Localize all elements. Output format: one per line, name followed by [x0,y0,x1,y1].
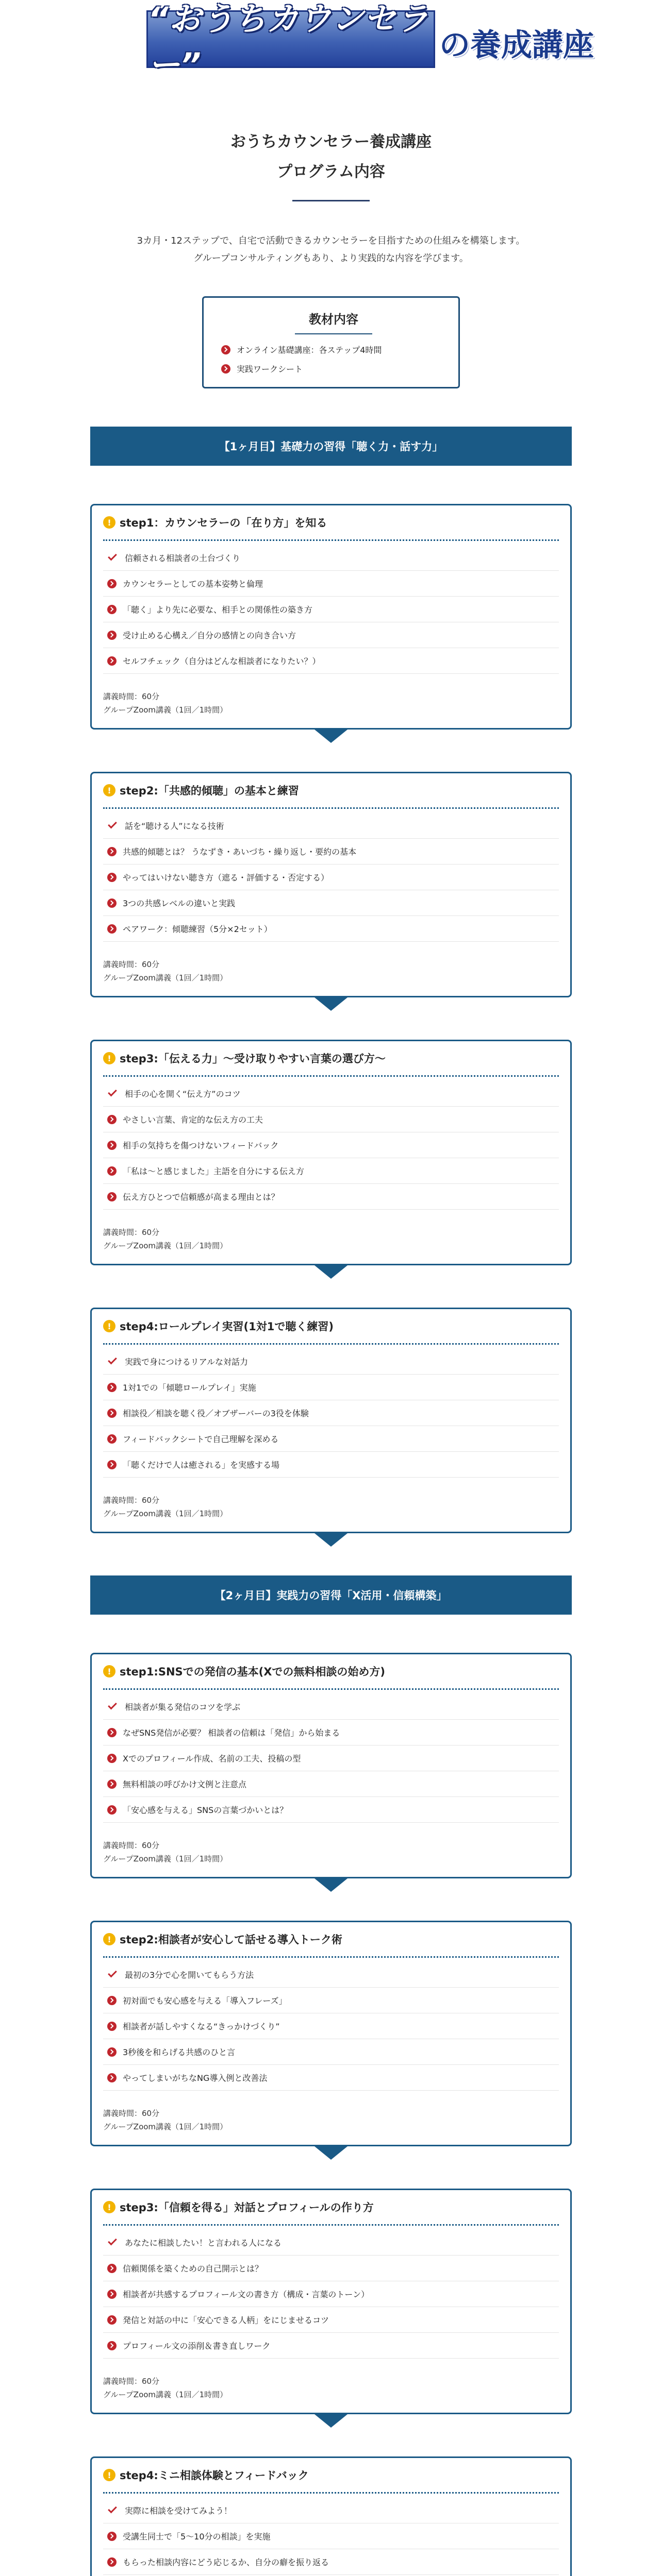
step-lead-text: あなたに相談したい！と言われる人になる [125,2238,282,2248]
lecture-time: 講義時間：60分 [103,1841,160,1851]
exclamation-icon: ! [103,1320,115,1332]
step-lead-row [103,813,559,839]
step-list-item [103,1426,559,1452]
lecture-time: 講義時間：60分 [103,2109,160,2119]
step-list-item-label: 相談者が共感するプロフィール文の書き方（構成・言葉のトーン） [123,2290,370,2300]
step-title [103,2199,559,2215]
chevron-circle-icon [221,364,230,374]
exclamation-icon: ! [103,2469,115,2481]
check-icon [108,552,117,561]
exclamation-icon: ! [103,1665,115,1677]
chevron-circle-icon [107,656,117,666]
chevron-circle-icon [107,1141,117,1150]
month-header: 【2ヶ月目】実践力の習得「X活用・信頼構築」 [90,1575,572,1615]
step-list-item [103,2549,559,2575]
step-title-text: step4:ミニ相談体験とフィードバック [120,2469,309,2482]
step-title-text: step3:「信頼を得る」対話とプロフィールの作り方 [120,2201,374,2214]
hero-logo-box [146,0,435,83]
step-list-item [103,1797,559,1823]
step-divider [103,1343,559,1345]
materials-item-label: オンライン基礎講座：各ステップ4時間 [237,345,382,355]
step-connector [0,997,662,1040]
materials-item [221,344,446,355]
step-lead-row [103,1349,559,1375]
step-connector [0,2146,662,2189]
chevron-circle-icon [107,873,117,882]
step-meta [103,958,559,985]
step-list-item-label: 1対1での「傾聴ロールプレイ」実施 [123,1383,256,1393]
down-arrow-icon [315,2414,347,2428]
step-connector [0,2414,662,2456]
step-list-item [103,916,559,942]
step-connector [0,730,662,772]
lecture-time: 講義時間：60分 [103,1228,160,1238]
lecture-time: 講義時間：60分 [103,1496,160,1505]
check-icon [108,1969,117,1978]
step-list-item [103,1745,559,1771]
step-list-item-label: プロフィール文の添削＆書き直しワーク [123,2341,271,2351]
step-divider [103,807,559,809]
chevron-circle-icon [107,1383,117,1392]
step-card [90,772,572,997]
step-divider [103,2224,559,2226]
step-meta [103,690,559,717]
chevron-circle-icon [107,1460,117,1469]
step-card [90,1653,572,1878]
step-title-text: step1:SNSでの発信の基本(Xでの無料相談の始め方) [120,1666,386,1679]
group-lecture: グループZoom講義（1回／1時間） [103,973,228,982]
step-list-item-label: Xでのプロフィール作成、名前の工夫、投稿の型 [123,1754,301,1764]
hero-title-text: の養成講座 [439,27,594,63]
group-lecture: グループZoom講義（1回／1時間） [103,705,228,715]
step-title [103,1931,559,1947]
step-meta [103,2107,559,2133]
down-arrow-icon [315,1533,347,1547]
exclamation-icon: ! [103,784,115,796]
spacer [0,1615,662,1653]
step-divider [103,2492,559,2494]
chevron-circle-icon [107,2022,117,2031]
down-arrow-icon [315,997,347,1011]
lecture-time: 講義時間：60分 [103,2377,160,2386]
step-list-item [103,1720,559,1745]
step-list-item [103,2065,559,2091]
step-list-item-label: 3秒後を和らげる共感のひと言 [123,2047,236,2058]
step-list-item-label: 相談者が話しやすくなる“きっかけづくり” [123,2022,280,2032]
step-meta [103,1839,559,1866]
step-list-item-label: ペアワーク：傾聴練習（5分×2セット） [123,924,272,935]
month-header: 【1ヶ月目】基礎力の習得「聴く力・話す力」 [90,427,572,466]
chevron-circle-icon [107,579,117,588]
step-list-item-label: フィードバックシートで自己理解を深める [123,1434,279,1445]
intro-line: 3カ月・12ステップで、自宅で活動できるカウンセラーを目指すための仕組みを構築します。 [137,235,525,246]
materials-item-label: 実践ワークシート [237,364,303,375]
step-list-item [103,1400,559,1426]
exclamation-icon: ! [103,2201,115,2213]
group-lecture: グループZoom講義（1回／1時間） [103,1509,228,1518]
step-lead-text: 実践で身につけるリアルな対話力 [125,1357,249,1367]
lecture-time: 講義時間：60分 [103,692,160,702]
step-list-item-label: 「聴くだけで人は癒される」を実感する場 [123,1460,280,1470]
step-lead-row [103,1081,559,1107]
step-list-item-label: 発信と対話の中に「安心できる人柄」をにじませるコツ [123,2315,329,2326]
chevron-circle-icon [107,2264,117,2273]
step-list-item [103,1158,559,1184]
chevron-circle-icon [107,1754,117,1763]
step-list-item-label: 初対面でも安心感を与える「導入フレーズ」 [123,1996,287,2006]
chevron-circle-icon [107,2532,117,2541]
step-lead-row [103,2230,559,2256]
step-list-item [103,1132,559,1158]
chevron-circle-icon [107,631,117,640]
step-list-item [103,597,559,622]
check-icon [108,1088,117,1097]
down-arrow-icon [315,2146,347,2160]
step-list-item [103,865,559,890]
step-title [103,1050,559,1066]
step-list-item-label: やさしい言葉、肯定的な伝え方の工夫 [123,1115,263,1125]
materials-divider [295,333,372,334]
step-lead-text: 実際に相談を受けてみよう！ [125,2506,233,2516]
hero-logo-text: “おうちカウンセラー” [148,0,429,83]
step-list-item [103,2281,559,2307]
check-icon [108,1701,117,1710]
step-list-item [103,1184,559,1210]
step-card [90,1040,572,1265]
step-list-item-label: 信頼関係を築くための自己開示とは？ [123,2264,263,2274]
step-lead-text: 話を“聴ける人”になる技術 [125,821,224,832]
step-lead-row [103,2498,559,2523]
materials-box [202,296,460,388]
down-arrow-icon [315,1878,347,1892]
step-list-item-label: セルフチェック（自分はどんな相談者になりたい？） [123,656,321,667]
step-list-item [103,571,559,597]
step-connector [0,1533,662,1575]
materials-item [221,363,446,375]
step-list-item [103,839,559,865]
intro-line: グループコンサルティングもあり、より実践的な内容を学びます。 [193,253,469,264]
step-list-item-label: 3つの共感レベルの違いと実践 [123,899,236,909]
intro-text [0,232,662,267]
step-list-item [103,1107,559,1132]
down-arrow-icon [315,1265,347,1279]
step-list-item [103,1452,559,1478]
program-months [0,427,662,2576]
step-divider [103,539,559,541]
step-card [90,1308,572,1533]
group-lecture: グループZoom講義（1回／1時間） [103,1854,228,1863]
step-connector [0,1265,662,1308]
hero-banner [0,0,662,83]
step-list-item [103,1988,559,2013]
chevron-circle-icon [107,1996,117,2005]
step-meta [103,1226,559,1252]
chevron-circle-icon [107,2047,117,2057]
exclamation-icon: ! [103,1052,115,1064]
step-lead-text: 信頼される相談者の土台づくり [125,553,241,564]
step-title-text: step1：カウンセラーの「在り方」を知る [120,517,327,530]
chevron-circle-icon [107,899,117,908]
check-icon [108,1355,117,1365]
step-title [103,783,559,798]
step-list-item-label: 伝え方ひとつで信頼感が高まる理由とは？ [123,1192,279,1202]
chevron-circle-icon [107,2341,117,2350]
chevron-circle-icon [107,1805,117,1815]
step-list-item-label: 共感的傾聴とは？ うなずき・あいづち・繰り返し・要約の基本 [123,847,357,857]
exclamation-icon: ! [103,516,115,529]
chevron-circle-icon [107,1728,117,1737]
group-lecture: グループZoom講義（1回／1時間） [103,1241,228,1250]
step-divider [103,1956,559,1958]
step-title-text: step3:「伝える力」〜受け取りやすい言葉の選び方〜 [120,1053,386,1065]
spacer [0,466,662,504]
lecture-time: 講義時間：60分 [103,960,160,970]
step-list-item-label: 「私は〜と感じました」主語を自分にする伝え方 [123,1166,305,1177]
step-list-item [103,1375,559,1400]
step-meta [103,1494,559,1520]
chevron-circle-icon [221,345,230,354]
step-meta [103,2375,559,2401]
step-card [90,1921,572,2146]
check-icon [108,2236,117,2246]
step-connector [0,1878,662,1921]
step-list-item [103,2013,559,2039]
title-divider [292,200,370,201]
page-subtitle: プログラム内容 [277,163,385,181]
chevron-circle-icon [107,1409,117,1418]
step-list-item [103,2307,559,2333]
step-card [90,2189,572,2414]
step-list-item [103,648,559,674]
check-icon [108,2504,117,2514]
step-title-text: step2:相談者が安心して話せる導入トーク術 [120,1934,342,1946]
down-arrow-icon [315,730,347,743]
step-list-item-label: 相談役／相談を聴く役／オブザーバーの3役を体験 [123,1409,309,1419]
step-title-text: step2:「共感的傾聴」の基本と練習 [120,785,299,798]
step-lead-text: 相談者が集る発信のコツを学ぶ [125,1702,241,1713]
step-list-item-label: 受講生同士で「5〜10分の相談」を実施 [123,2532,271,2542]
chevron-circle-icon [107,1780,117,1789]
chevron-circle-icon [107,2073,117,2082]
step-card [90,2456,572,2576]
step-list-item [103,890,559,916]
chevron-circle-icon [107,2290,117,2299]
chevron-circle-icon [107,1166,117,1176]
step-list-item-label: 「聴く」より先に必要な、相手との関係性の築き方 [123,605,313,615]
exclamation-icon: ! [103,1933,115,1945]
chevron-circle-icon [107,1192,117,1201]
step-list-item-label: 受け止める心構え／自分の感情との向き合い方 [123,631,296,641]
group-lecture: グループZoom講義（1回／1時間） [103,2122,228,2131]
step-list-item-label: 相手の気持ちを傷つけないフィードバック [123,1141,279,1151]
step-list-item-label: やってしまいがちなNG導入例と改善法 [123,2073,268,2083]
check-icon [108,820,117,829]
chevron-circle-icon [107,2315,117,2325]
step-list-item-label: 無料相談の呼びかけ文例と注意点 [123,1780,247,1790]
chevron-circle-icon [107,1434,117,1444]
step-list-item [103,2333,559,2359]
step-list-item-label: もらった相談内容にどう応じるか、自分の癖を振り返る [123,2557,329,2568]
step-list-item [103,2523,559,2549]
step-divider [103,1075,559,1077]
step-list-item [103,622,559,648]
step-lead-text: 相手の心を開く“伝え方”のコツ [125,1089,241,1099]
step-list-item-label: カウンセラーとしての基本姿勢と倫理 [123,579,263,589]
chevron-circle-icon [107,924,117,934]
chevron-circle-icon [107,605,117,614]
step-list-item [103,2039,559,2065]
group-lecture: グループZoom講義（1回／1時間） [103,2389,228,2399]
chevron-circle-icon [107,2557,117,2567]
step-list-item [103,1771,559,1797]
step-card [90,504,572,730]
step-list-item-label: やってはいけない聴き方（遮る・評価する・否定する） [123,873,329,883]
chevron-circle-icon [107,1115,117,1124]
step-title [103,2467,559,2483]
step-list-item-label: 「安心感を与える」SNSの言葉づかいとは？ [123,1805,288,1816]
step-lead-row [103,1962,559,1988]
step-title [103,515,559,530]
step-divider [103,1688,559,1690]
materials-title: 教材内容 [309,312,358,327]
page-title: おうちカウンセラー養成講座 [230,133,432,151]
step-list-item [103,2256,559,2281]
step-list-item-label: なぜSNS発信が必要？ 相談者の信頼は「発信」から始まる [123,1728,340,1738]
chevron-circle-icon [107,847,117,856]
step-lead-row [103,1694,559,1720]
step-title [103,1318,559,1334]
step-lead-row [103,545,559,571]
step-lead-text: 最初の3分で心を開いてもらう方法 [125,1970,254,1980]
step-title-text: step4:ロールプレイ実習(1対1で聴く練習) [120,1320,334,1333]
step-title [103,1664,559,1679]
